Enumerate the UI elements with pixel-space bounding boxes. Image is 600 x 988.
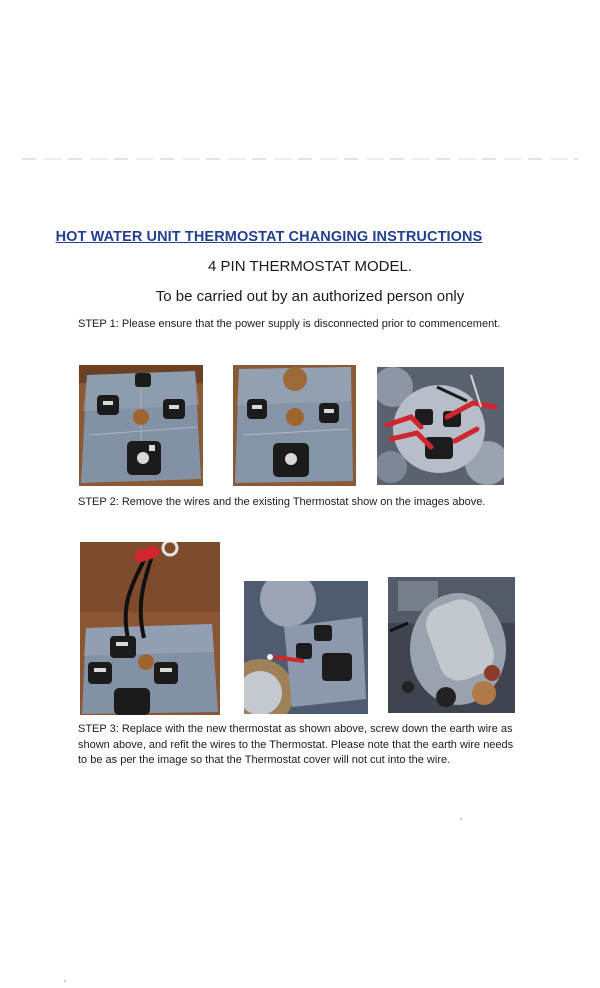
thermostat-cover-photo xyxy=(388,577,515,713)
step-2-text: STEP 2: Remove the wires and the existing Thermostat show on the images above. xyxy=(78,496,486,508)
authorization-note: To be carried out by an authorized person only xyxy=(155,288,465,305)
installed-thermostat-photo xyxy=(244,581,368,714)
thermostat-removed-photo xyxy=(233,365,356,486)
thermostat-plate-photo xyxy=(79,365,203,486)
scan-speck xyxy=(64,980,66,982)
earth-wire-photo xyxy=(80,542,220,715)
step-1-text: STEP 1: Please ensure that the power supply is disconnected prior to commencement. xyxy=(78,318,501,330)
wired-thermostat-photo xyxy=(377,367,504,485)
scan-speck xyxy=(460,818,462,820)
scan-artifact-line xyxy=(22,158,578,160)
document-subtitle: 4 PIN THERMOSTAT MODEL. xyxy=(208,258,412,275)
step-3-text: STEP 3: Replace with the new thermostat as shown above, screw down the earth wire as shown above, and refit the wires to the Thermostat. Please note that the earth wire needs to be as per the image so that the Thermostat cover will not cut into the wire. xyxy=(78,723,514,766)
document-title: HOT WATER UNIT THERMOSTAT CHANGING INSTRUCTIONS xyxy=(55,229,483,245)
